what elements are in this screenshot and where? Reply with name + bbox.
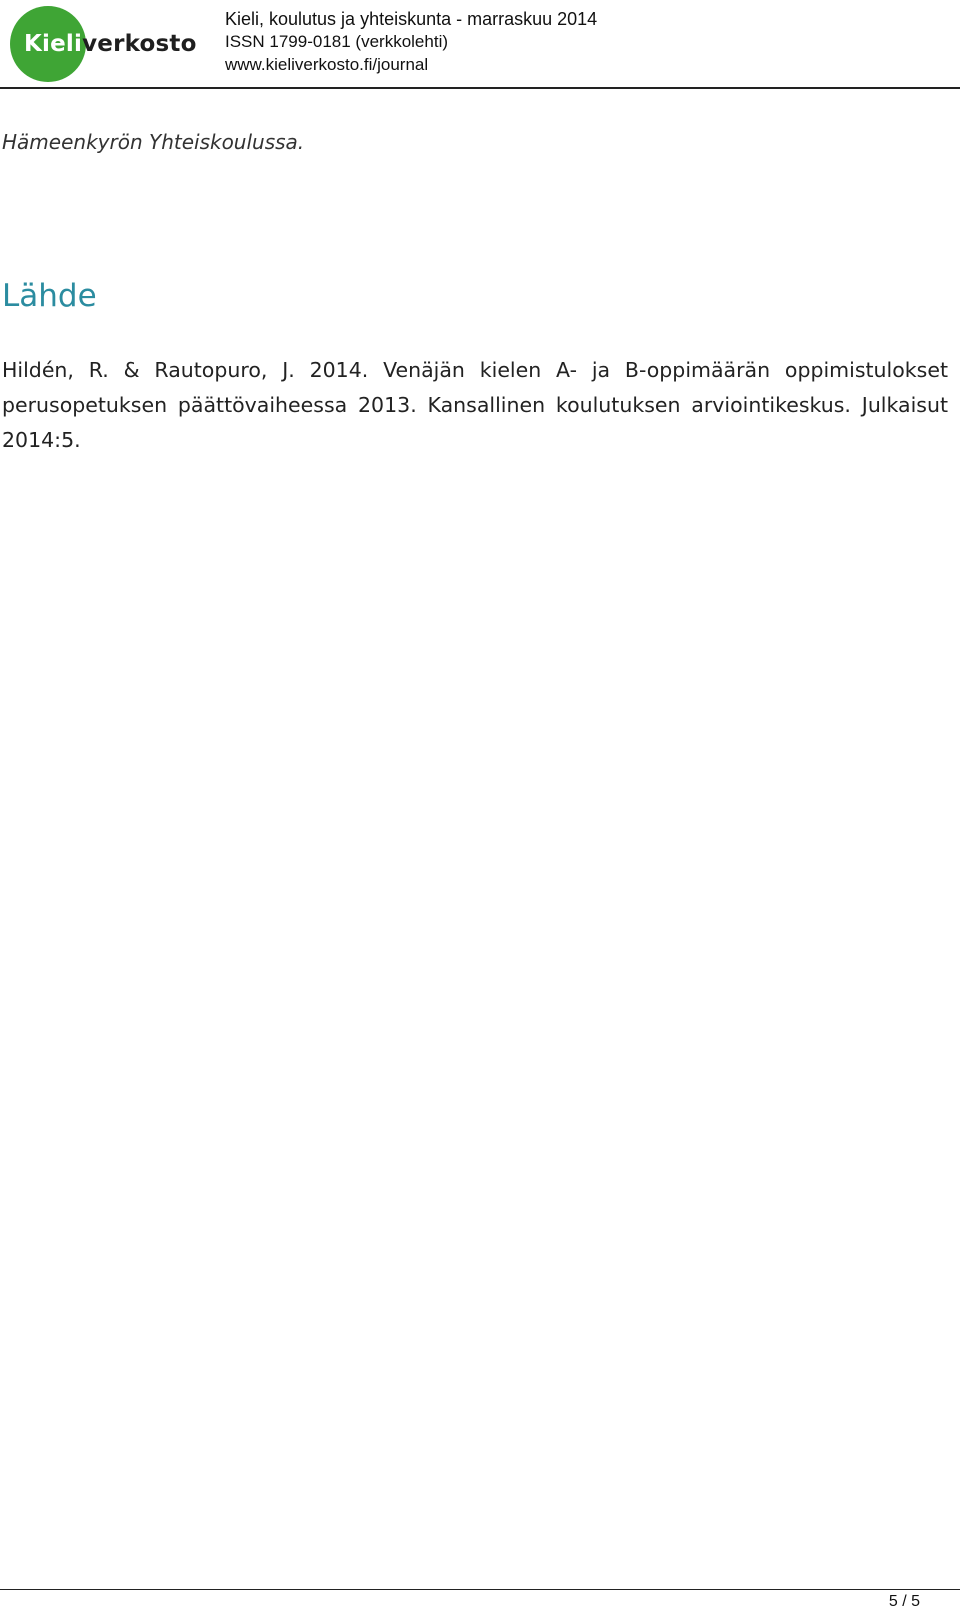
closing-line: Hämeenkyrön Yhteiskoulussa. [2, 130, 305, 154]
page-number: 5 / 5 [888, 1593, 920, 1610]
reference-entry: Hildén, R. & Rautopuro, J. 2014. Venäjän kielen A- ja B-oppimäärän oppimistulokset perusopetuksen päättövaiheessa 2013. Kansallinen koulutuksen arviointikeskus. Julkaisut 2014:5. [2, 358, 948, 452]
page-header [0, 0, 960, 88]
journal-url: www.kieliverkosto.fi/journal [225, 55, 429, 74]
kieliverkosto-logo [10, 6, 210, 82]
header-divider [0, 87, 960, 89]
page-content [2, 128, 948, 452]
footer-divider [0, 1589, 960, 1590]
logo-wordmark-part2: verkosto [82, 31, 197, 57]
journal-title: Kieli, koulutus ja yhteiskunta - marraskuu 2014 [225, 9, 598, 29]
journal-issn: ISSN 1799-0181 (verkkolehti) [225, 32, 449, 51]
journal-info [225, 8, 597, 76]
logo-wordmark [24, 30, 197, 58]
logo-wordmark-part1: Kieli [24, 31, 83, 57]
section-heading-sources: Lähde [2, 278, 97, 314]
